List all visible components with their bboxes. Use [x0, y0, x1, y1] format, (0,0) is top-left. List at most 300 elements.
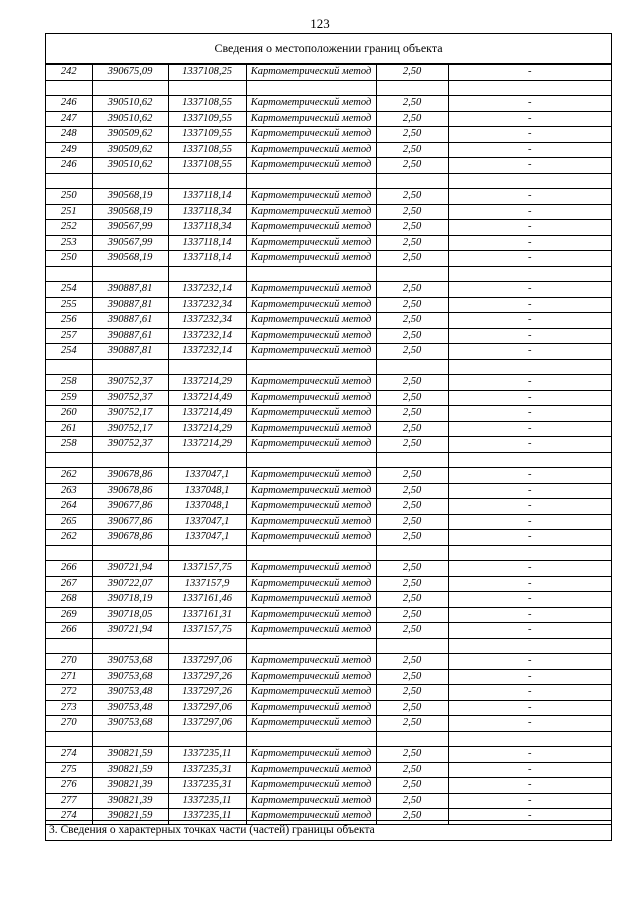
- method-cell: Картометрический метод: [246, 762, 376, 778]
- accuracy-cell: 2,50: [376, 142, 448, 158]
- empty-cell: [168, 545, 246, 561]
- y-coordinate-cell: 1337109,55: [168, 127, 246, 143]
- x-coordinate-cell: 390887,61: [92, 313, 168, 329]
- table-row: [46, 142, 611, 158]
- empty-cell: [448, 638, 611, 654]
- method-cell: Картометрический метод: [246, 499, 376, 515]
- point-number-cell: 254: [46, 344, 92, 360]
- point-number-cell: 269: [46, 607, 92, 623]
- method-cell: Картометрический метод: [246, 204, 376, 220]
- empty-cell: [376, 359, 448, 375]
- x-coordinate-cell: 390510,62: [92, 96, 168, 112]
- description-cell: -: [448, 654, 611, 670]
- y-coordinate-cell: 1337235,11: [168, 793, 246, 809]
- table-row: [46, 406, 611, 422]
- group-separator-row: [46, 731, 611, 747]
- point-number-cell: 265: [46, 514, 92, 530]
- accuracy-cell: 2,50: [376, 421, 448, 437]
- description-cell: -: [448, 576, 611, 592]
- point-number-cell: 251: [46, 204, 92, 220]
- table-row: [46, 762, 611, 778]
- description-cell: -: [448, 669, 611, 685]
- method-cell: Картометрический метод: [246, 437, 376, 453]
- point-number-cell: 256: [46, 313, 92, 329]
- x-coordinate-cell: 390718,19: [92, 592, 168, 608]
- accuracy-cell: 2,50: [376, 623, 448, 639]
- table-row: [46, 189, 611, 205]
- empty-cell: [46, 638, 92, 654]
- method-cell: Картометрический метод: [246, 530, 376, 546]
- point-number-cell: 266: [46, 623, 92, 639]
- group-separator-row: [46, 173, 611, 189]
- accuracy-cell: 2,50: [376, 251, 448, 267]
- table-row: [46, 592, 611, 608]
- accuracy-cell: 2,50: [376, 700, 448, 716]
- method-cell: Картометрический метод: [246, 65, 376, 81]
- x-coordinate-cell: 390567,99: [92, 220, 168, 236]
- method-cell: Картометрический метод: [246, 483, 376, 499]
- accuracy-cell: 2,50: [376, 499, 448, 515]
- x-coordinate-cell: 390677,86: [92, 514, 168, 530]
- x-coordinate-cell: 390821,59: [92, 747, 168, 763]
- y-coordinate-cell: 1337161,31: [168, 607, 246, 623]
- y-coordinate-cell: 1337297,06: [168, 700, 246, 716]
- y-coordinate-cell: 1337157,75: [168, 561, 246, 577]
- y-coordinate-cell: 1337048,1: [168, 483, 246, 499]
- description-cell: -: [448, 437, 611, 453]
- x-coordinate-cell: 390678,86: [92, 530, 168, 546]
- table-row: [46, 561, 611, 577]
- description-cell: -: [448, 623, 611, 639]
- method-cell: Картометрический метод: [246, 576, 376, 592]
- point-number-cell: 257: [46, 328, 92, 344]
- group-separator-row: [46, 266, 611, 282]
- method-cell: Картометрический метод: [246, 282, 376, 298]
- point-number-cell: 264: [46, 499, 92, 515]
- description-cell: -: [448, 406, 611, 422]
- method-cell: Картометрический метод: [246, 700, 376, 716]
- table-row: [46, 778, 611, 794]
- description-cell: -: [448, 530, 611, 546]
- table-row: [46, 700, 611, 716]
- point-number-cell: 242: [46, 65, 92, 81]
- table-row: [46, 204, 611, 220]
- method-cell: Картометрический метод: [246, 375, 376, 391]
- group-separator-row: [46, 452, 611, 468]
- y-coordinate-cell: 1337214,49: [168, 390, 246, 406]
- y-coordinate-cell: 1337108,55: [168, 96, 246, 112]
- point-number-cell: 252: [46, 220, 92, 236]
- empty-cell: [376, 731, 448, 747]
- empty-cell: [246, 452, 376, 468]
- empty-cell: [376, 452, 448, 468]
- point-number-cell: 275: [46, 762, 92, 778]
- y-coordinate-cell: 1337108,55: [168, 142, 246, 158]
- empty-cell: [246, 173, 376, 189]
- table-row: [46, 607, 611, 623]
- empty-cell: [376, 80, 448, 96]
- accuracy-cell: 2,50: [376, 313, 448, 329]
- y-coordinate-cell: 1337297,26: [168, 669, 246, 685]
- table-row: [46, 499, 611, 515]
- method-cell: Картометрический метод: [246, 313, 376, 329]
- description-cell: -: [448, 344, 611, 360]
- y-coordinate-cell: 1337232,34: [168, 313, 246, 329]
- table-row: [46, 468, 611, 484]
- empty-cell: [168, 452, 246, 468]
- boundary-section-frame: [45, 33, 612, 841]
- table-row: [46, 669, 611, 685]
- point-number-cell: 261: [46, 421, 92, 437]
- x-coordinate-cell: 390752,17: [92, 406, 168, 422]
- x-coordinate-cell: 390567,99: [92, 235, 168, 251]
- y-coordinate-cell: 1337118,14: [168, 235, 246, 251]
- accuracy-cell: 2,50: [376, 375, 448, 391]
- y-coordinate-cell: 1337214,29: [168, 421, 246, 437]
- method-cell: Картометрический метод: [246, 251, 376, 267]
- point-number-cell: 273: [46, 700, 92, 716]
- accuracy-cell: 2,50: [376, 328, 448, 344]
- method-cell: Картометрический метод: [246, 328, 376, 344]
- y-coordinate-cell: 1337118,14: [168, 251, 246, 267]
- point-number-cell: 274: [46, 747, 92, 763]
- empty-cell: [376, 638, 448, 654]
- y-coordinate-cell: 1337108,55: [168, 158, 246, 174]
- empty-cell: [168, 266, 246, 282]
- description-cell: -: [448, 778, 611, 794]
- x-coordinate-cell: 390753,48: [92, 685, 168, 701]
- method-cell: Картометрический метод: [246, 390, 376, 406]
- table-row: [46, 576, 611, 592]
- accuracy-cell: 2,50: [376, 762, 448, 778]
- y-coordinate-cell: 1337108,25: [168, 65, 246, 81]
- accuracy-cell: 2,50: [376, 390, 448, 406]
- method-cell: Картометрический метод: [246, 189, 376, 205]
- description-cell: -: [448, 96, 611, 112]
- y-coordinate-cell: 1337118,34: [168, 204, 246, 220]
- x-coordinate-cell: 390510,62: [92, 111, 168, 127]
- y-coordinate-cell: 1337235,11: [168, 809, 246, 825]
- point-number-cell: 253: [46, 235, 92, 251]
- empty-cell: [448, 359, 611, 375]
- method-cell: Картометрический метод: [246, 778, 376, 794]
- y-coordinate-cell: 1337157,75: [168, 623, 246, 639]
- y-coordinate-cell: 1337048,1: [168, 499, 246, 515]
- point-number-cell: 267: [46, 576, 92, 592]
- point-number-cell: 268: [46, 592, 92, 608]
- description-cell: -: [448, 561, 611, 577]
- description-cell: -: [448, 809, 611, 825]
- accuracy-cell: 2,50: [376, 220, 448, 236]
- y-coordinate-cell: 1337047,1: [168, 468, 246, 484]
- description-cell: -: [448, 235, 611, 251]
- point-number-cell: 262: [46, 530, 92, 546]
- y-coordinate-cell: 1337235,11: [168, 747, 246, 763]
- empty-cell: [92, 359, 168, 375]
- method-cell: Картометрический метод: [246, 716, 376, 732]
- accuracy-cell: 2,50: [376, 592, 448, 608]
- accuracy-cell: 2,50: [376, 530, 448, 546]
- group-separator-row: [46, 359, 611, 375]
- x-coordinate-cell: 390821,59: [92, 762, 168, 778]
- point-number-cell: 255: [46, 297, 92, 313]
- table-row: [46, 328, 611, 344]
- description-cell: -: [448, 313, 611, 329]
- accuracy-cell: 2,50: [376, 344, 448, 360]
- y-coordinate-cell: 1337214,49: [168, 406, 246, 422]
- method-cell: Картометрический метод: [246, 111, 376, 127]
- empty-cell: [168, 731, 246, 747]
- table-row: [46, 235, 611, 251]
- description-cell: -: [448, 111, 611, 127]
- x-coordinate-cell: 390821,39: [92, 793, 168, 809]
- description-cell: -: [448, 421, 611, 437]
- empty-cell: [92, 173, 168, 189]
- empty-cell: [246, 638, 376, 654]
- empty-cell: [168, 359, 246, 375]
- description-cell: -: [448, 700, 611, 716]
- y-coordinate-cell: 1337232,14: [168, 344, 246, 360]
- description-cell: -: [448, 685, 611, 701]
- accuracy-cell: 2,50: [376, 685, 448, 701]
- point-number-cell: 276: [46, 778, 92, 794]
- description-cell: -: [448, 282, 611, 298]
- empty-cell: [376, 545, 448, 561]
- empty-cell: [376, 173, 448, 189]
- accuracy-cell: 2,50: [376, 65, 448, 81]
- empty-cell: [46, 359, 92, 375]
- method-cell: Картометрический метод: [246, 809, 376, 825]
- empty-cell: [246, 731, 376, 747]
- empty-cell: [448, 452, 611, 468]
- accuracy-cell: 2,50: [376, 514, 448, 530]
- y-coordinate-cell: 1337047,1: [168, 514, 246, 530]
- point-number-cell: 250: [46, 189, 92, 205]
- group-separator-row: [46, 545, 611, 561]
- point-number-cell: 277: [46, 793, 92, 809]
- table-row: [46, 716, 611, 732]
- empty-cell: [46, 80, 92, 96]
- y-coordinate-cell: 1337157,9: [168, 576, 246, 592]
- x-coordinate-cell: 390821,39: [92, 778, 168, 794]
- table-row: [46, 685, 611, 701]
- x-coordinate-cell: 390510,62: [92, 158, 168, 174]
- boundary-points-table: [46, 64, 611, 825]
- y-coordinate-cell: 1337118,34: [168, 220, 246, 236]
- accuracy-cell: 2,50: [376, 468, 448, 484]
- description-cell: -: [448, 468, 611, 484]
- description-cell: -: [448, 390, 611, 406]
- x-coordinate-cell: 390752,37: [92, 375, 168, 391]
- y-coordinate-cell: 1337047,1: [168, 530, 246, 546]
- method-cell: Картометрический метод: [246, 514, 376, 530]
- method-cell: Картометрический метод: [246, 96, 376, 112]
- group-separator-row: [46, 638, 611, 654]
- table-row: [46, 375, 611, 391]
- empty-cell: [92, 731, 168, 747]
- accuracy-cell: 2,50: [376, 576, 448, 592]
- point-number-cell: 270: [46, 716, 92, 732]
- empty-cell: [168, 173, 246, 189]
- point-number-cell: 248: [46, 127, 92, 143]
- point-number-cell: 260: [46, 406, 92, 422]
- table-row: [46, 623, 611, 639]
- empty-cell: [92, 80, 168, 96]
- x-coordinate-cell: 390887,61: [92, 328, 168, 344]
- x-coordinate-cell: 390752,17: [92, 421, 168, 437]
- description-cell: -: [448, 158, 611, 174]
- x-coordinate-cell: 390568,19: [92, 204, 168, 220]
- y-coordinate-cell: 1337161,46: [168, 592, 246, 608]
- empty-cell: [448, 173, 611, 189]
- description-cell: -: [448, 762, 611, 778]
- description-cell: -: [448, 65, 611, 81]
- x-coordinate-cell: 390753,68: [92, 654, 168, 670]
- table-row: [46, 654, 611, 670]
- method-cell: Картометрический метод: [246, 468, 376, 484]
- x-coordinate-cell: 390509,62: [92, 127, 168, 143]
- accuracy-cell: 2,50: [376, 158, 448, 174]
- x-coordinate-cell: 390677,86: [92, 499, 168, 515]
- method-cell: Картометрический метод: [246, 607, 376, 623]
- method-cell: Картометрический метод: [246, 344, 376, 360]
- accuracy-cell: 2,50: [376, 406, 448, 422]
- empty-cell: [46, 545, 92, 561]
- description-cell: -: [448, 127, 611, 143]
- description-cell: -: [448, 607, 611, 623]
- point-number-cell: 259: [46, 390, 92, 406]
- point-number-cell: 247: [46, 111, 92, 127]
- x-coordinate-cell: 390678,86: [92, 483, 168, 499]
- accuracy-cell: 2,50: [376, 282, 448, 298]
- method-cell: Картометрический метод: [246, 235, 376, 251]
- x-coordinate-cell: 390887,81: [92, 344, 168, 360]
- empty-cell: [46, 731, 92, 747]
- x-coordinate-cell: 390678,86: [92, 468, 168, 484]
- accuracy-cell: 2,50: [376, 204, 448, 220]
- description-cell: -: [448, 499, 611, 515]
- x-coordinate-cell: 390721,94: [92, 623, 168, 639]
- x-coordinate-cell: 390752,37: [92, 390, 168, 406]
- point-number-cell: 258: [46, 437, 92, 453]
- method-cell: Картометрический метод: [246, 747, 376, 763]
- empty-cell: [168, 638, 246, 654]
- accuracy-cell: 2,50: [376, 809, 448, 825]
- accuracy-cell: 2,50: [376, 747, 448, 763]
- point-number-cell: 262: [46, 468, 92, 484]
- table-row: [46, 793, 611, 809]
- accuracy-cell: 2,50: [376, 111, 448, 127]
- description-cell: -: [448, 592, 611, 608]
- x-coordinate-cell: 390718,05: [92, 607, 168, 623]
- method-cell: Картометрический метод: [246, 623, 376, 639]
- accuracy-cell: 2,50: [376, 437, 448, 453]
- x-coordinate-cell: 390722,07: [92, 576, 168, 592]
- description-cell: -: [448, 220, 611, 236]
- table-row: [46, 96, 611, 112]
- table-row: [46, 251, 611, 267]
- empty-cell: [46, 266, 92, 282]
- description-cell: -: [448, 204, 611, 220]
- description-cell: -: [448, 375, 611, 391]
- x-coordinate-cell: 390568,19: [92, 189, 168, 205]
- accuracy-cell: 2,50: [376, 654, 448, 670]
- point-number-cell: 254: [46, 282, 92, 298]
- empty-cell: [92, 266, 168, 282]
- table-row: [46, 530, 611, 546]
- point-number-cell: 246: [46, 158, 92, 174]
- table-row: [46, 158, 611, 174]
- table-row: [46, 127, 611, 143]
- footer-section-heading: 3. Сведения о характерных точках части (частей) границы объекта: [46, 820, 611, 840]
- y-coordinate-cell: 1337214,29: [168, 437, 246, 453]
- point-number-cell: 246: [46, 96, 92, 112]
- empty-cell: [448, 545, 611, 561]
- description-cell: -: [448, 328, 611, 344]
- x-coordinate-cell: 390721,94: [92, 561, 168, 577]
- table-row: [46, 313, 611, 329]
- empty-cell: [246, 359, 376, 375]
- accuracy-cell: 2,50: [376, 483, 448, 499]
- y-coordinate-cell: 1337297,06: [168, 716, 246, 732]
- table-row: [46, 297, 611, 313]
- description-cell: -: [448, 297, 611, 313]
- empty-cell: [246, 266, 376, 282]
- table-row: [46, 390, 611, 406]
- method-cell: Картометрический метод: [246, 685, 376, 701]
- table-row: [46, 220, 611, 236]
- y-coordinate-cell: 1337297,06: [168, 654, 246, 670]
- method-cell: Картометрический метод: [246, 406, 376, 422]
- description-cell: -: [448, 747, 611, 763]
- empty-cell: [448, 731, 611, 747]
- point-number-cell: 250: [46, 251, 92, 267]
- point-number-cell: 266: [46, 561, 92, 577]
- x-coordinate-cell: 390887,81: [92, 282, 168, 298]
- point-number-cell: 258: [46, 375, 92, 391]
- description-cell: -: [448, 483, 611, 499]
- accuracy-cell: 2,50: [376, 778, 448, 794]
- accuracy-cell: 2,50: [376, 235, 448, 251]
- group-separator-row: [46, 80, 611, 96]
- description-cell: -: [448, 793, 611, 809]
- x-coordinate-cell: 390821,59: [92, 809, 168, 825]
- empty-cell: [46, 452, 92, 468]
- description-cell: -: [448, 142, 611, 158]
- method-cell: Картометрический метод: [246, 592, 376, 608]
- accuracy-cell: 2,50: [376, 189, 448, 205]
- accuracy-cell: 2,50: [376, 669, 448, 685]
- x-coordinate-cell: 390887,81: [92, 297, 168, 313]
- empty-cell: [376, 266, 448, 282]
- table-row: [46, 437, 611, 453]
- empty-cell: [448, 80, 611, 96]
- point-number-cell: 249: [46, 142, 92, 158]
- y-coordinate-cell: 1337232,14: [168, 282, 246, 298]
- point-number-cell: 270: [46, 654, 92, 670]
- empty-cell: [168, 80, 246, 96]
- method-cell: Картометрический метод: [246, 421, 376, 437]
- accuracy-cell: 2,50: [376, 793, 448, 809]
- method-cell: Картометрический метод: [246, 297, 376, 313]
- point-number-cell: 263: [46, 483, 92, 499]
- page-number: 123: [310, 16, 330, 31]
- table-row: [46, 344, 611, 360]
- table-row: [46, 747, 611, 763]
- y-coordinate-cell: 1337232,14: [168, 328, 246, 344]
- accuracy-cell: 2,50: [376, 96, 448, 112]
- x-coordinate-cell: 390753,48: [92, 700, 168, 716]
